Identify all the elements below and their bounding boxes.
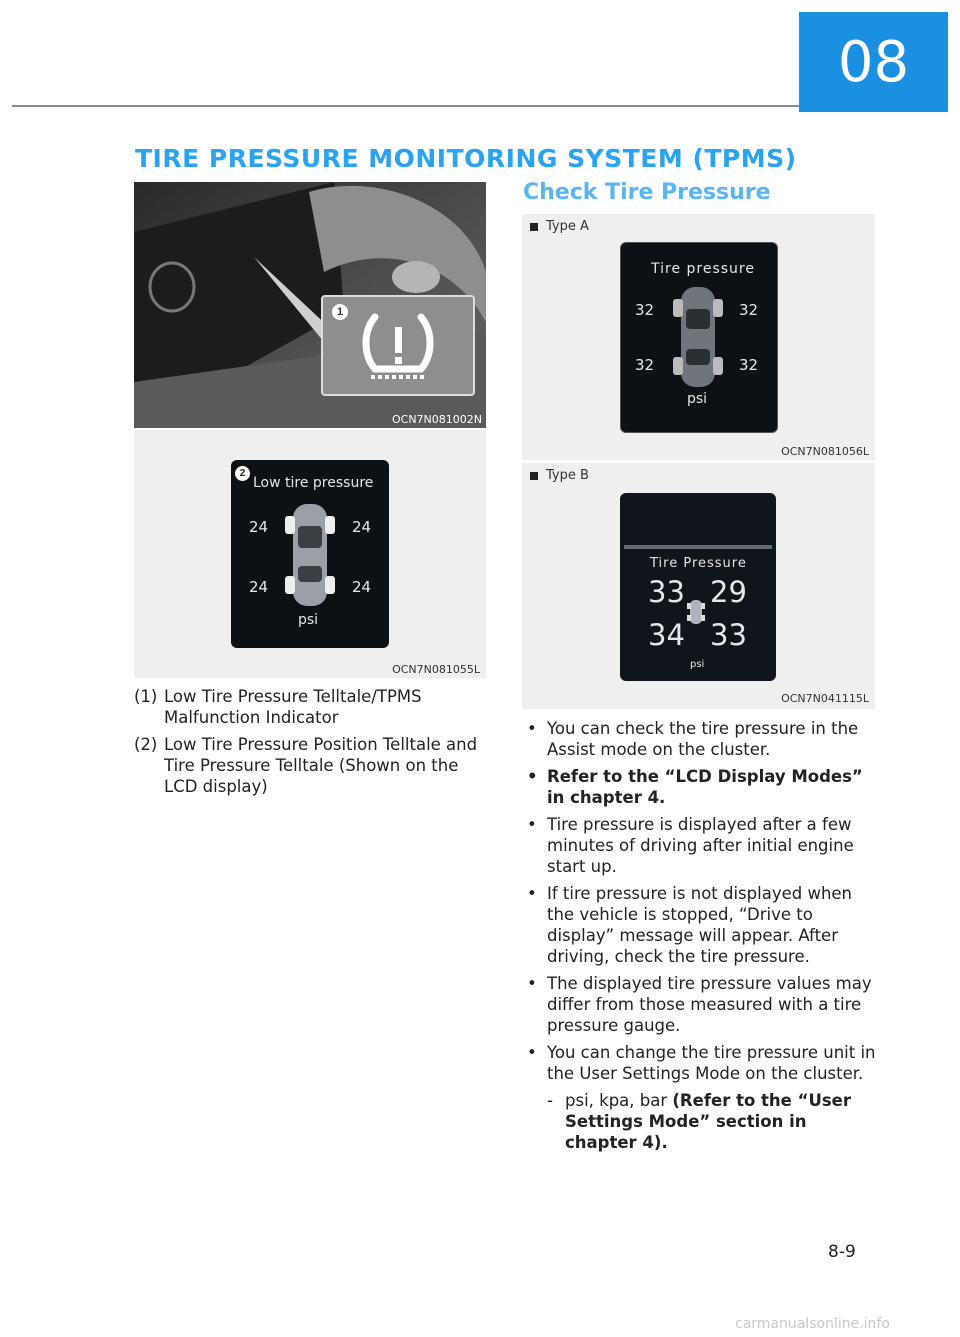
lcd-screen-type-a bbox=[620, 242, 778, 433]
section-title: TIRE PRESSURE MONITORING SYSTEM (TPMS) bbox=[135, 144, 797, 173]
caption-text: Low Tire Pressure Telltale/TPMS Malfunction Indicator bbox=[164, 687, 422, 727]
bullet-item bbox=[527, 766, 882, 808]
sub-bullet-dash: - bbox=[547, 1091, 553, 1110]
caption-list bbox=[134, 686, 484, 797]
bullet-dot: • bbox=[527, 1043, 537, 1062]
lcd-title: Tire pressure bbox=[651, 261, 755, 277]
page-number: 8-9 bbox=[828, 1242, 856, 1262]
lcd-title: Tire Pressure bbox=[650, 556, 747, 571]
caption-text: Low Tire Pressure Position Telltale and Tire Pressure Telltale (Shown on the LCD display) bbox=[164, 735, 478, 796]
chapter-tab: 08 bbox=[799, 12, 948, 112]
bullet-text: Refer to the “LCD Display Modes” in chapter 4. bbox=[547, 767, 863, 807]
bullet-text: If tire pressure is not displayed when the vehicle is stopped, “Drive to display” message will appear. After driving, check the tire pressure. bbox=[547, 884, 853, 966]
figure-dashboard-photo bbox=[134, 182, 486, 428]
figure-code: OCN7N081056L bbox=[781, 445, 869, 458]
callout-marker-1: 1 bbox=[332, 304, 348, 320]
lcd-title: Low tire pressure bbox=[253, 475, 374, 491]
caption-item-1 bbox=[134, 686, 484, 728]
tire-value-fl: 32 bbox=[635, 301, 655, 319]
header-rule bbox=[12, 105, 799, 107]
figure-code: OCN7N081055L bbox=[392, 663, 480, 676]
tire-value-rr: 33 bbox=[710, 618, 747, 652]
subsection-title: Check Tire Pressure bbox=[523, 180, 771, 205]
tire-value-fr: 24 bbox=[352, 518, 372, 536]
lcd-top-bar bbox=[624, 545, 772, 549]
sub-bullet-item bbox=[527, 1090, 882, 1153]
lcd-unit: psi bbox=[298, 612, 319, 628]
square-bullet-icon bbox=[530, 472, 538, 480]
callout-marker-2: 2 bbox=[235, 466, 250, 481]
tire-value-rr: 32 bbox=[739, 356, 759, 374]
bullet-text: You can change the tire pressure unit in the User Settings Mode on the cluster. bbox=[547, 1043, 876, 1083]
bullet-item bbox=[527, 883, 882, 967]
lcd-unit: psi bbox=[690, 659, 705, 670]
bullet-item bbox=[527, 814, 882, 877]
caption-number: (2) bbox=[134, 735, 158, 754]
watermark: carmanualsonline.info bbox=[735, 1316, 890, 1332]
lcd-screen-type-b bbox=[620, 493, 776, 681]
tire-value-rr: 24 bbox=[352, 578, 372, 596]
figure-low-tire-pressure bbox=[134, 430, 486, 678]
bullet-dot: • bbox=[527, 719, 537, 738]
bullet-dot: • bbox=[527, 767, 538, 786]
figure-type-b bbox=[522, 463, 875, 709]
bullet-item bbox=[527, 973, 882, 1036]
sub-bullet-bold-text: (Refer to the “User Settings Mode” section in chapter 4). bbox=[565, 1091, 852, 1152]
bullet-dot: • bbox=[527, 815, 537, 834]
bullet-list bbox=[527, 718, 882, 1153]
lcd-unit: psi bbox=[687, 391, 708, 407]
figure-code: OCN7N041115L bbox=[781, 692, 869, 705]
bullet-dot: • bbox=[527, 884, 537, 903]
type-label bbox=[530, 468, 589, 483]
tire-value-rl: 32 bbox=[635, 356, 655, 374]
tire-value-rl: 24 bbox=[249, 578, 269, 596]
tire-value-rl: 34 bbox=[648, 618, 685, 652]
tire-value-fl: 24 bbox=[249, 518, 269, 536]
bullet-text: You can check the tire pressure in the Assist mode on the cluster. bbox=[547, 719, 859, 759]
car-small-icon bbox=[686, 598, 706, 626]
tire-value-fr: 32 bbox=[739, 301, 759, 319]
car-top-view-icon bbox=[669, 283, 727, 391]
bullet-item bbox=[527, 1042, 882, 1084]
car-top-view-icon bbox=[281, 500, 339, 610]
type-a-label: Type A bbox=[546, 219, 589, 234]
type-label bbox=[530, 219, 589, 234]
type-b-label: Type B bbox=[546, 468, 589, 483]
caption-item-2 bbox=[134, 734, 484, 797]
tire-value-fl: 33 bbox=[648, 575, 685, 609]
lcd-screen bbox=[231, 460, 389, 648]
figure-type-a bbox=[522, 214, 875, 460]
tire-value-fr: 29 bbox=[710, 575, 747, 609]
bullet-item bbox=[527, 718, 882, 760]
square-bullet-icon bbox=[530, 223, 538, 231]
sub-bullet-text: psi, kpa, bar bbox=[565, 1091, 673, 1110]
bullet-text: Tire pressure is displayed after a few minutes of driving after initial engine start up. bbox=[547, 815, 854, 876]
bullet-text: The displayed tire pressure values may differ from those measured with a tire pressure gauge. bbox=[547, 974, 872, 1035]
figure-code: OCN7N081002N bbox=[391, 413, 482, 426]
caption-number: (1) bbox=[134, 687, 158, 706]
bullet-dot: • bbox=[527, 974, 537, 993]
